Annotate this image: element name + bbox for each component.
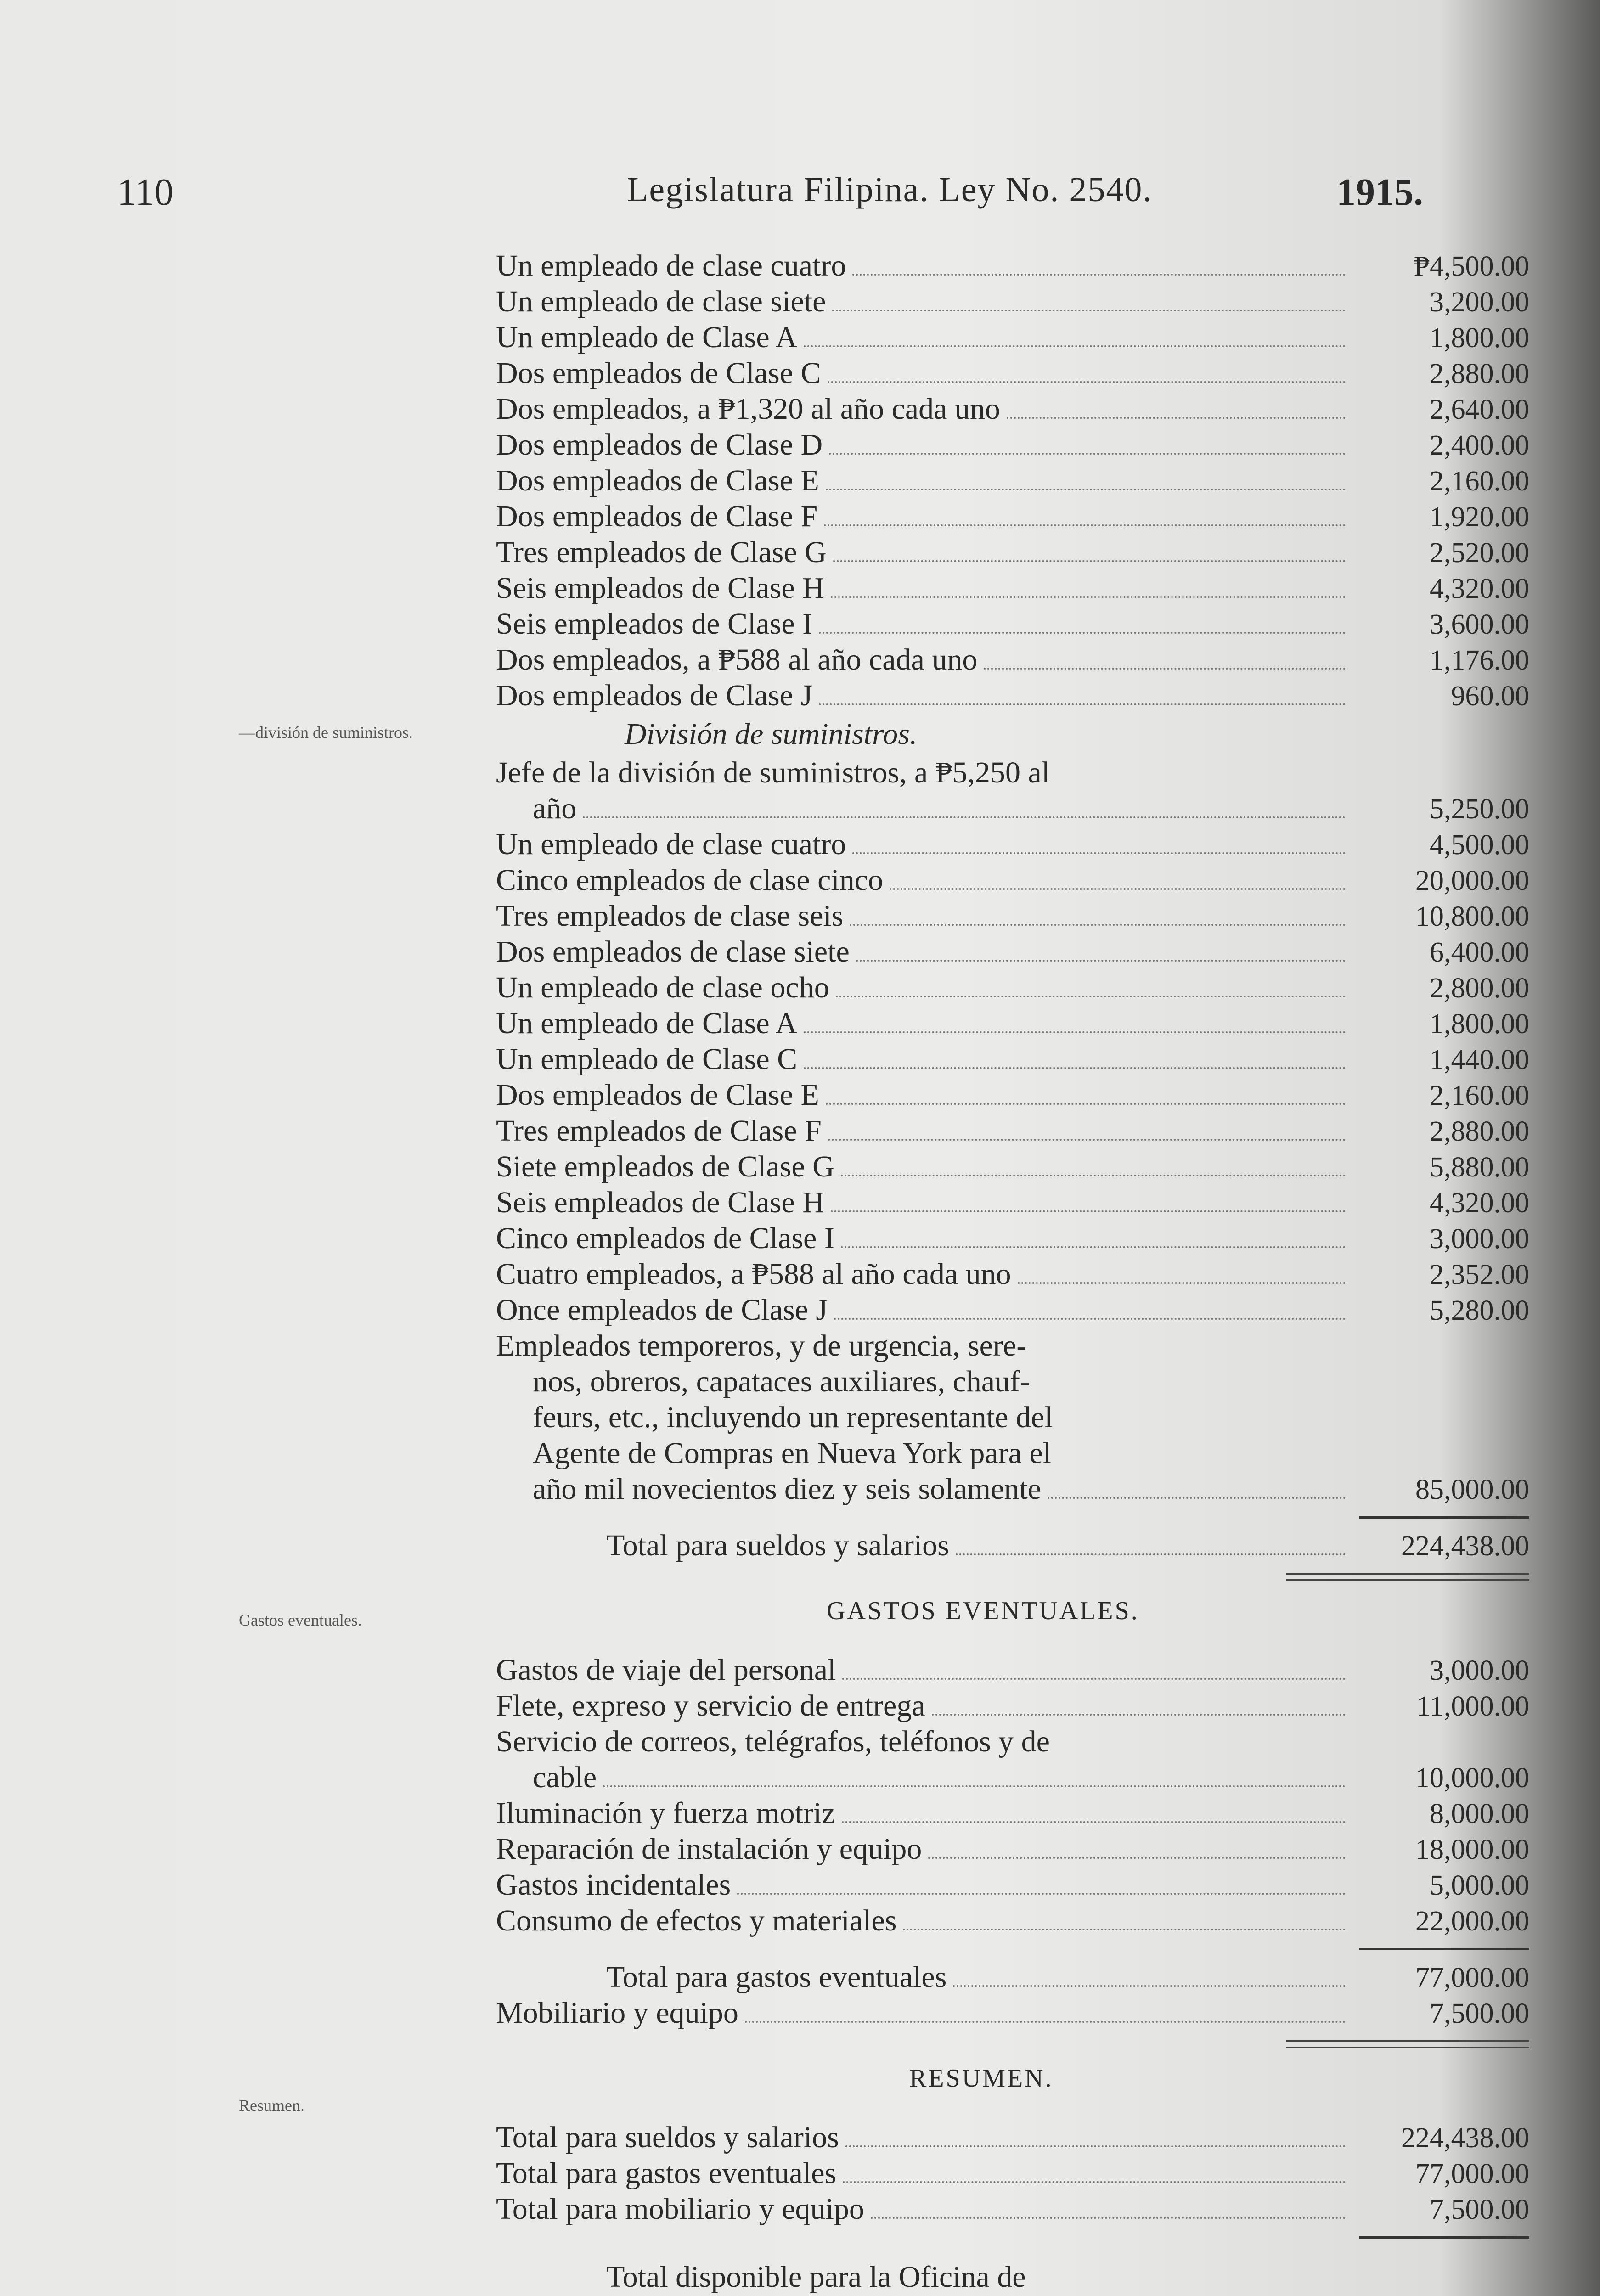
line-item: Iluminación y fuerza motriz 8,000.00: [496, 1796, 1529, 1830]
line-item: Un empleado de Clase A 1,800.00: [496, 321, 1529, 354]
running-title: Legislatura Filipina. Ley No. 2540.: [627, 170, 1153, 209]
line-item: Un empleado de Clase C 1,440.00: [496, 1042, 1529, 1076]
summary-row: Total para gastos eventuales 77,000.00: [496, 2156, 1529, 2190]
line-item-correos-2: cable 10,000.00: [533, 1761, 1529, 1794]
temporeros-line: feurs, etc., incluyendo un representante del: [533, 1401, 1053, 1434]
total-sueldos: Total para sueldos y salarios 224,438.00: [606, 1529, 1529, 1562]
line-item: Flete, expreso y servicio de entrega 11,000.00: [496, 1689, 1529, 1722]
line-item: Gastos incidentales 5,000.00: [496, 1868, 1529, 1902]
line-item: Dos empleados, a ₱588 al año cada uno 1,176.00: [496, 643, 1529, 676]
page-header: [106, 170, 1460, 220]
line-item: Dos empleados de Clase E 2,160.00: [496, 464, 1529, 497]
line-item: Dos empleados de Clase E 2,160.00: [496, 1078, 1529, 1112]
summary-row: Total para sueldos y salarios 224,438.00: [496, 2121, 1529, 2154]
section-title-resumen: RESUMEN.: [909, 2064, 1054, 2093]
temporeros-line: Agente de Compras en Nueva York para el: [533, 1436, 1052, 1470]
total-double-rule: [1286, 1573, 1529, 1581]
line-item: Consumo de efectos y materiales 22,000.00: [496, 1904, 1529, 1937]
temporeros-line: Empleados temporeros, y de urgencia, sere-: [496, 1329, 1027, 1362]
year: 1915.: [1336, 171, 1423, 214]
line-item: Cinco empleados de clase cinco 20,000.00: [496, 863, 1529, 897]
temporeros-line: nos, obreros, capataces auxiliares, chauf-: [533, 1365, 1031, 1398]
section-title-suministros: División de suministros.: [625, 717, 918, 751]
line-item: Un empleado de Clase A 1,800.00: [496, 1007, 1529, 1040]
line-item: Un empleado de clase siete 3,200.00: [496, 285, 1529, 318]
margin-note-gastos: Gastos eventuales.: [239, 1611, 362, 1629]
line-item: Dos empleados de clase siete 6,400.00: [496, 935, 1529, 968]
line-item: Tres empleados de Clase F 2,880.00: [496, 1114, 1529, 1148]
line-item: Dos empleados de Clase J 960.00: [496, 679, 1529, 712]
appropriations-content: [496, 248, 1529, 2296]
section-title-gastos: GASTOS EVENTUALES.: [827, 1597, 1139, 1625]
line-item-jefe-1: Jefe de la división de suministros, a ₱5,250 al: [496, 756, 1050, 789]
line-item: Seis empleados de Clase H 4,320.00: [496, 571, 1529, 605]
line-item: Cinco empleados de Clase I 3,000.00: [496, 1221, 1529, 1255]
line-item: Seis empleados de Clase H 4,320.00: [496, 1186, 1529, 1219]
line-item: Tres empleados de Clase G 2,520.00: [496, 535, 1529, 569]
margin-note-suministros: —división de suministros.: [239, 723, 413, 742]
line-item: Siete empleados de Clase G 5,880.00: [496, 1150, 1529, 1183]
margin-note-resumen: Resumen.: [239, 2096, 304, 2115]
line-item: Dos empleados de Clase D 2,400.00: [496, 428, 1529, 461]
line-item-correos-1: Servicio de correos, telégrafos, teléfonos y de: [496, 1725, 1050, 1758]
line-item-mobiliario: Mobiliario y equipo 7,500.00: [496, 1996, 1529, 2030]
line-item: Un empleado de clase ocho 2,800.00: [496, 971, 1529, 1004]
line-item: Seis empleados de Clase I 3,600.00: [496, 607, 1529, 641]
line-item: Dos empleados, a ₱1,320 al año cada uno 2,640.00: [496, 392, 1529, 426]
summary-row: Total para mobiliario y equipo 7,500.00: [496, 2192, 1529, 2226]
grand-total-line-1: Total disponible para la Oficina de: [606, 2260, 1026, 2294]
line-item: Un empleado de clase cuatro 4,500.00: [496, 827, 1529, 861]
line-item: Tres empleados de clase seis 10,800.00: [496, 899, 1529, 933]
line-item: Gastos de viaje del personal 3,000.00: [496, 1653, 1529, 1687]
line-item: Reparación de instalación y equipo 18,000.00: [496, 1832, 1529, 1866]
line-item: Dos empleados de Clase F 1,920.00: [496, 500, 1529, 533]
line-item: Un empleado de clase cuatro ₱4,500.00: [496, 249, 1529, 282]
total-double-rule: [1286, 2040, 1529, 2048]
line-item: Dos empleados de Clase C 2,880.00: [496, 356, 1529, 390]
line-item: Cuatro empleados, a ₱588 al año cada uno 2,352.00: [496, 1257, 1529, 1291]
temporeros-last-line: año mil novecientos diez y seis solamente 85,000.00: [533, 1472, 1529, 1506]
line-item-jefe-2: año 5,250.00: [533, 792, 1529, 825]
page-number: 110: [117, 171, 174, 214]
total-gastos: Total para gastos eventuales 77,000.00: [606, 1960, 1529, 1994]
line-item: Once empleados de Clase J 5,280.00: [496, 1293, 1529, 1327]
